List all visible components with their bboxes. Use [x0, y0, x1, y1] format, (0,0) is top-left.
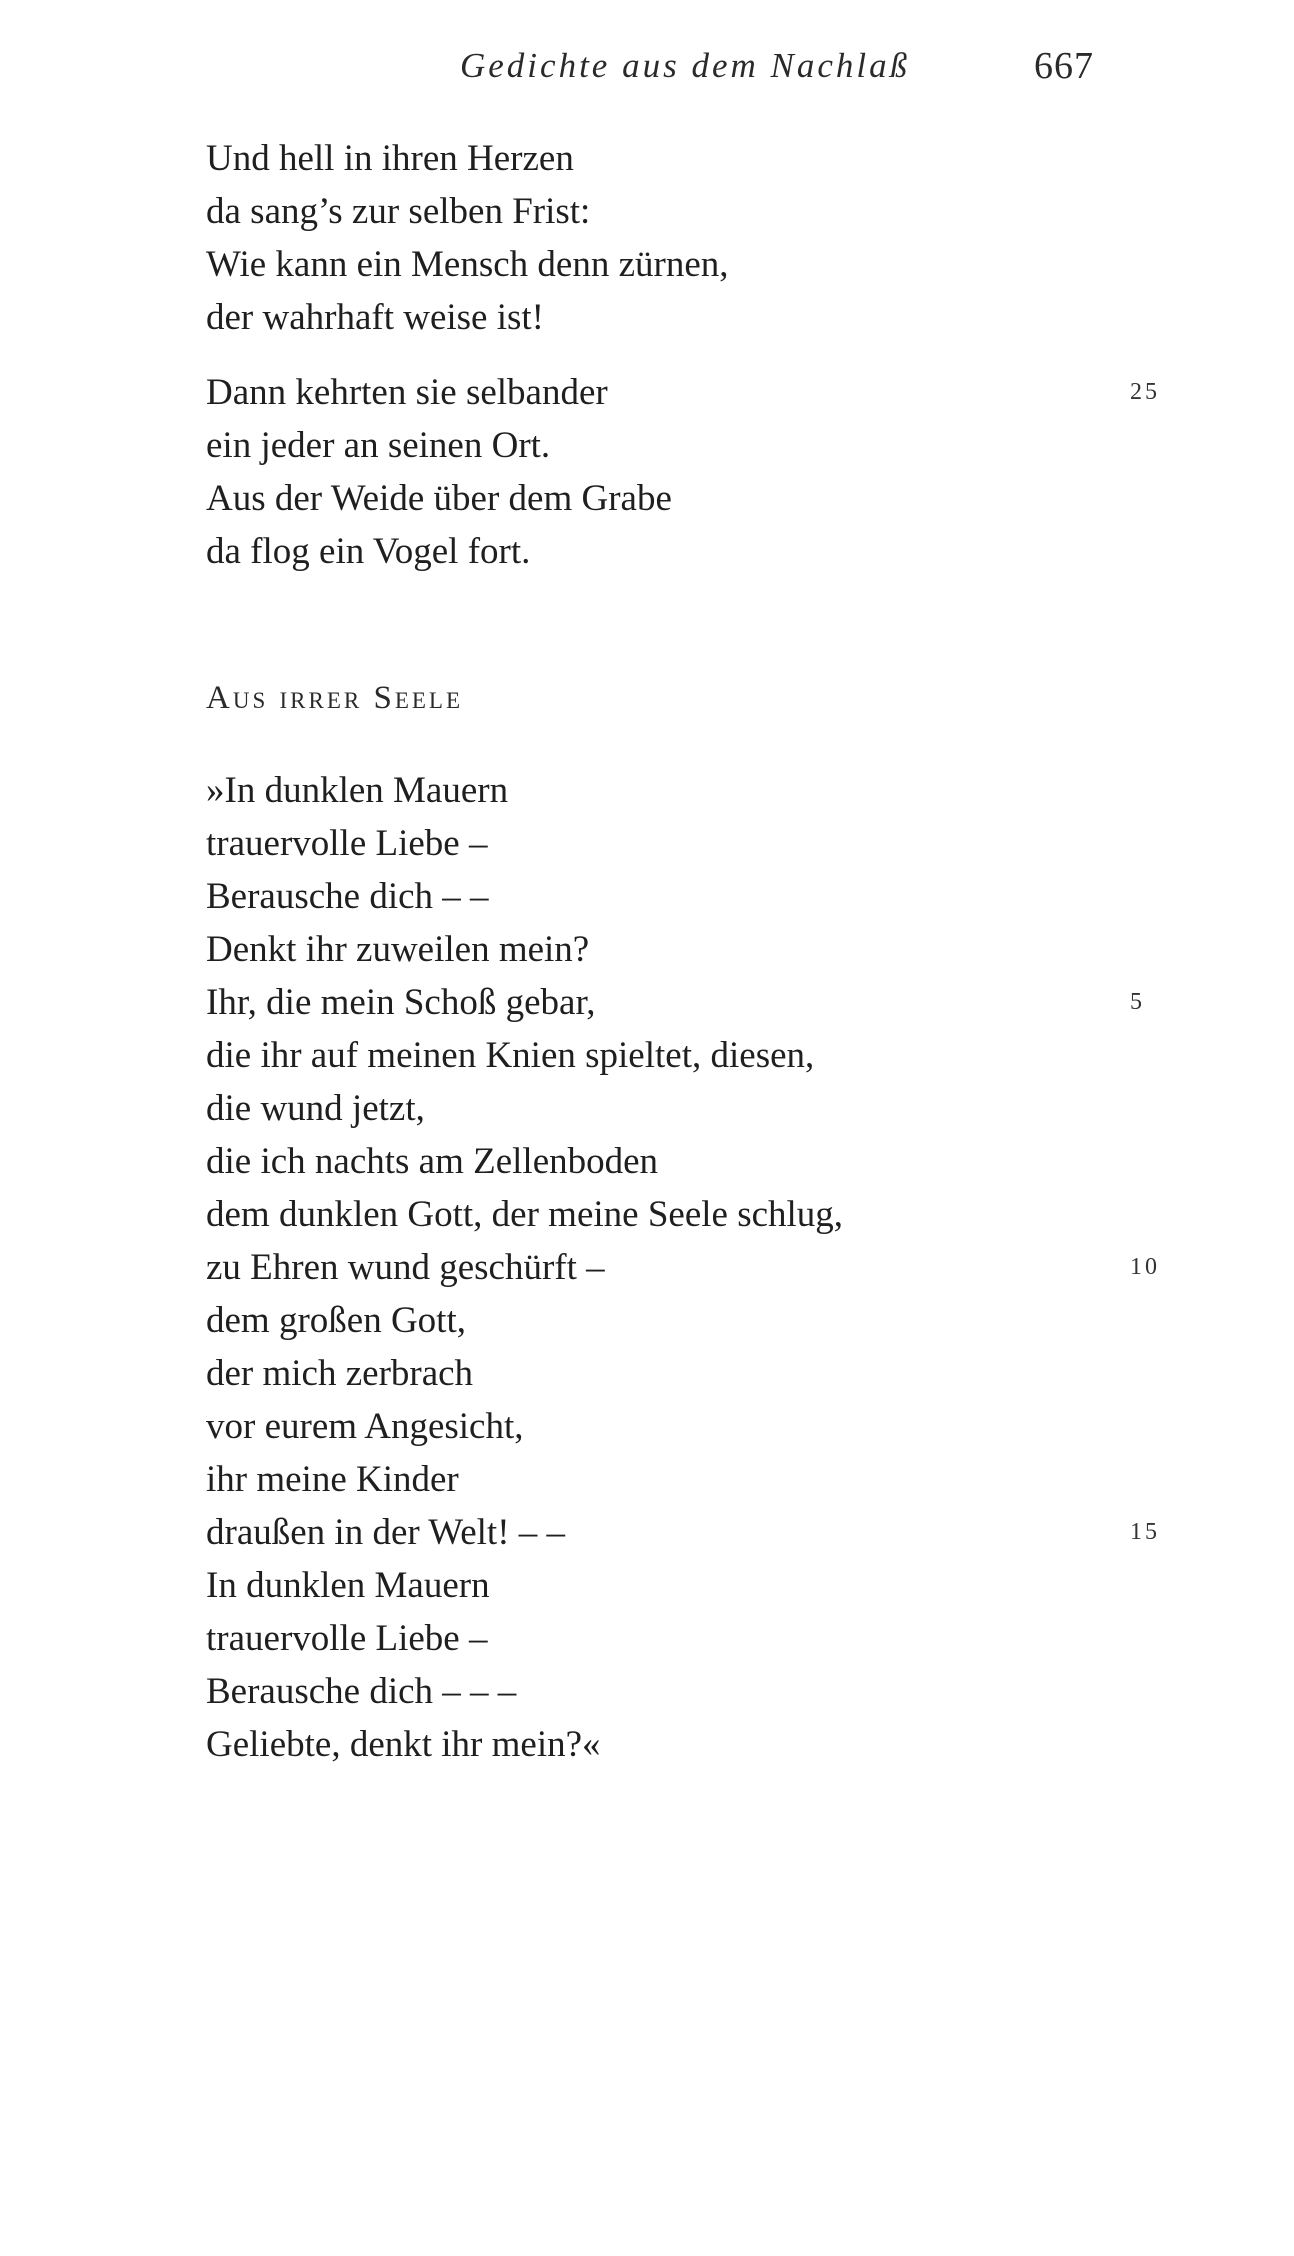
verse-line: Ihr, die mein Schoß gebar, 5	[206, 976, 843, 1029]
verse-line: draußen in der Welt! – – 15	[206, 1506, 843, 1559]
verse-line: ihr meine Kinder	[206, 1459, 459, 1500]
verse-line: der mich zerbrach	[206, 1353, 474, 1394]
line-number: 25	[1130, 379, 1160, 405]
verse-line: In dunklen Mauern	[206, 1565, 490, 1606]
verse-line: die wund jetzt,	[206, 1088, 425, 1129]
verse-line: der wahrhaft weise ist!	[206, 297, 545, 338]
verse-line: Aus der Weide über dem Grabe	[206, 478, 672, 519]
verse-line: trauervolle Liebe –	[206, 823, 488, 864]
verse-line: da sang’s zur selben Frist:	[206, 191, 591, 232]
verse-line: Geliebte, denkt ihr mein?«	[206, 1724, 601, 1765]
verse-line: Denkt ihr zuweilen mein?	[206, 929, 590, 970]
line-number: 5	[1130, 989, 1145, 1015]
verse-line: die ich nachts am Zellenboden	[206, 1141, 659, 1182]
stanza-previous-poem-2	[206, 366, 1160, 578]
verse-line: Wie kann ein Mensch denn zürnen,	[206, 244, 729, 285]
line-number: 10	[1130, 1254, 1160, 1280]
poem-aus-irrer-seele	[206, 764, 1160, 1771]
line-number: 15	[1130, 1519, 1160, 1545]
verse-line: die ihr auf meinen Knien spieltet, diesen,	[206, 1035, 815, 1076]
stanza-previous-poem-1	[206, 132, 729, 344]
verse-line: ein jeder an seinen Ort.	[206, 425, 551, 466]
verse-line: da flog ein Vogel fort.	[206, 531, 531, 572]
verse-line: trauervolle Liebe –	[206, 1618, 488, 1659]
verse-line: Berausche dich – –	[206, 876, 489, 917]
verse-line: Und hell in ihren Herzen	[206, 138, 574, 179]
verse-line: »In dunklen Mauern	[206, 770, 509, 811]
verse-line: dem großen Gott,	[206, 1300, 466, 1341]
poem-title: Aus irrer Seele	[206, 680, 464, 716]
verse-line: vor eurem Angesicht,	[206, 1406, 524, 1447]
verse-line: Berausche dich – – –	[206, 1671, 517, 1712]
verse-line: dem dunklen Gott, der meine Seele schlug,	[206, 1194, 844, 1235]
running-head-title: Gedichte aus dem Nachlaß	[460, 46, 911, 85]
verse-line: zu Ehren wund geschürft – 10	[206, 1241, 843, 1294]
verse-line: Dann kehrten sie selbander 25	[206, 366, 672, 419]
page-number: 667	[1034, 45, 1094, 87]
